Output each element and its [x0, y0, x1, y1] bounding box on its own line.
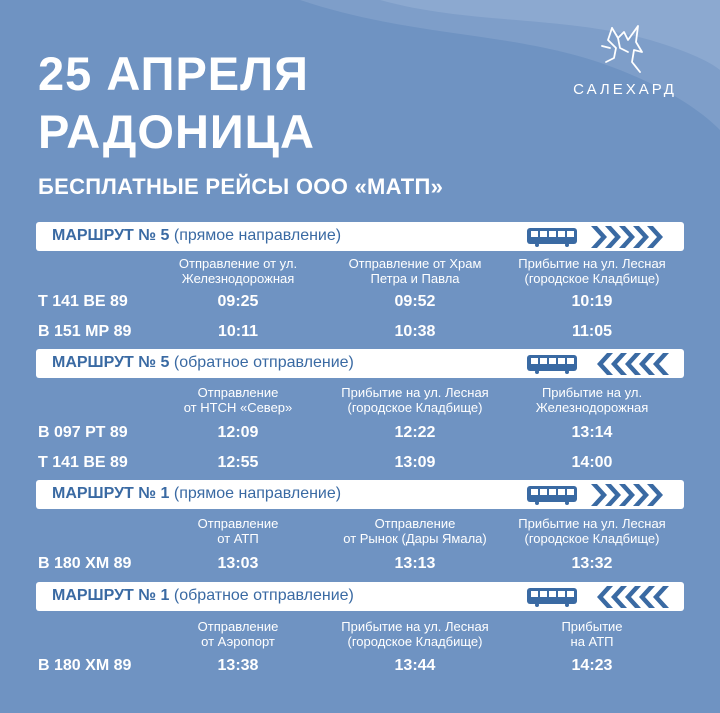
column-header	[502, 619, 682, 649]
chevrons-left-icon	[591, 586, 671, 608]
route-number: МАРШРУТ № 5	[52, 354, 170, 371]
column-header-line: от АТП	[217, 531, 259, 546]
column-header-line: Железнодорожная	[535, 400, 649, 415]
column-header-line: Прибытие на ул. Лесная	[341, 619, 489, 634]
trip-time: 13:09	[394, 454, 436, 471]
column-header-line: Петра и Павла	[370, 271, 460, 286]
route-header-bar	[36, 222, 684, 251]
column-header-line: Отправление от Храм	[348, 256, 482, 271]
route-direction: (прямое направление)	[173, 485, 342, 502]
trip-time: 10:38	[394, 323, 436, 340]
column-header	[325, 516, 505, 546]
route-title	[52, 587, 354, 605]
column-header-line: от Аэропорт	[201, 634, 275, 649]
column-header-line: от Рынок (Дары Ямала)	[343, 531, 487, 546]
column-header	[148, 619, 328, 649]
column-header-line: Отправление	[197, 516, 279, 531]
city-logo	[555, 18, 695, 108]
trip-time: 13:38	[217, 657, 259, 674]
bus-plate: Т 141 ВЕ 89	[38, 454, 128, 471]
trip-time: 13:03	[217, 555, 259, 572]
chevrons-left-icon	[591, 353, 671, 375]
trip-time: 10:19	[571, 293, 613, 310]
chevrons-right-icon	[591, 226, 671, 248]
subtitle: БЕСПЛАТНЫЕ РЕЙСЫ ООО «МАТП»	[38, 174, 444, 199]
column-header-line: на АТП	[570, 634, 614, 649]
bus-plate: Т 141 ВЕ 89	[38, 293, 128, 310]
column-header-line: Железнодорожная	[181, 271, 295, 286]
trip-time: 12:55	[217, 454, 259, 471]
column-header-line: Прибытие на ул. Лесная	[518, 256, 666, 271]
column-header	[148, 516, 328, 546]
column-header-line: (городское Кладбище)	[524, 531, 660, 546]
column-header	[325, 619, 505, 649]
bus-icon	[526, 485, 578, 505]
route-title	[52, 354, 354, 372]
column-header-line: от НТСН «Север»	[183, 400, 293, 415]
logo-text: САЛЕХАРД	[573, 81, 677, 98]
trip-time: 13:32	[571, 555, 613, 572]
bus-plate: В 180 ХМ 89	[38, 555, 132, 572]
column-header-line: Отправление	[197, 619, 279, 634]
trip-time: 09:52	[394, 293, 436, 310]
bus-icon	[526, 227, 578, 247]
title-holiday: РАДОНИЦА	[38, 105, 315, 158]
column-header-line: (городское Кладбище)	[347, 634, 483, 649]
trip-time: 13:13	[394, 555, 436, 572]
trip-time: 09:25	[217, 293, 259, 310]
route-header-bar	[36, 582, 684, 611]
column-header	[325, 385, 505, 415]
column-header-line: Прибытие на ул. Лесная	[518, 516, 666, 531]
trip-time: 12:22	[394, 424, 436, 441]
route-title	[52, 227, 341, 245]
trip-time: 14:23	[571, 657, 613, 674]
route-number: МАРШРУТ № 5	[52, 227, 170, 244]
column-header	[325, 256, 505, 286]
route-header-bar	[36, 349, 684, 378]
route-number: МАРШРУТ № 1	[52, 587, 170, 604]
column-header	[148, 256, 328, 286]
route-title	[52, 485, 341, 503]
bus-icon	[526, 354, 578, 374]
route-number: МАРШРУТ № 1	[52, 485, 170, 502]
bus-plate: В 151 МР 89	[38, 323, 132, 340]
column-header	[502, 516, 682, 546]
column-header-line: Прибытие на ул. Лесная	[341, 385, 489, 400]
column-header-line: Прибытие	[561, 619, 623, 634]
column-header-line: Отправление	[374, 516, 456, 531]
column-header-line: Прибытие на ул.	[541, 385, 643, 400]
title-date: 25 АПРЕЛЯ	[38, 47, 309, 100]
trip-time: 14:00	[571, 454, 613, 471]
column-header	[502, 385, 682, 415]
trip-time: 11:05	[571, 323, 613, 340]
trip-time: 10:11	[217, 323, 259, 340]
route-direction: (обратное отправление)	[173, 354, 354, 371]
trip-time: 12:09	[217, 424, 259, 441]
bus-icon	[526, 587, 578, 607]
route-header-bar	[36, 480, 684, 509]
trip-time: 13:14	[571, 424, 613, 441]
bus-plate: В 180 ХМ 89	[38, 657, 132, 674]
bus-plate: В 097 РТ 89	[38, 424, 128, 441]
column-header-line: Отправление от ул.	[178, 256, 298, 271]
chevrons-right-icon	[591, 484, 671, 506]
route-direction: (обратное отправление)	[173, 587, 354, 604]
route-direction: (прямое направление)	[173, 227, 342, 244]
trip-time: 13:44	[394, 657, 436, 674]
column-header	[502, 256, 682, 286]
column-header-line: Отправление	[197, 385, 279, 400]
column-header-line: (городское Кладбище)	[524, 271, 660, 286]
column-header	[148, 385, 328, 415]
fox-logo-icon	[598, 18, 652, 76]
column-header-line: (городское Кладбище)	[347, 400, 483, 415]
